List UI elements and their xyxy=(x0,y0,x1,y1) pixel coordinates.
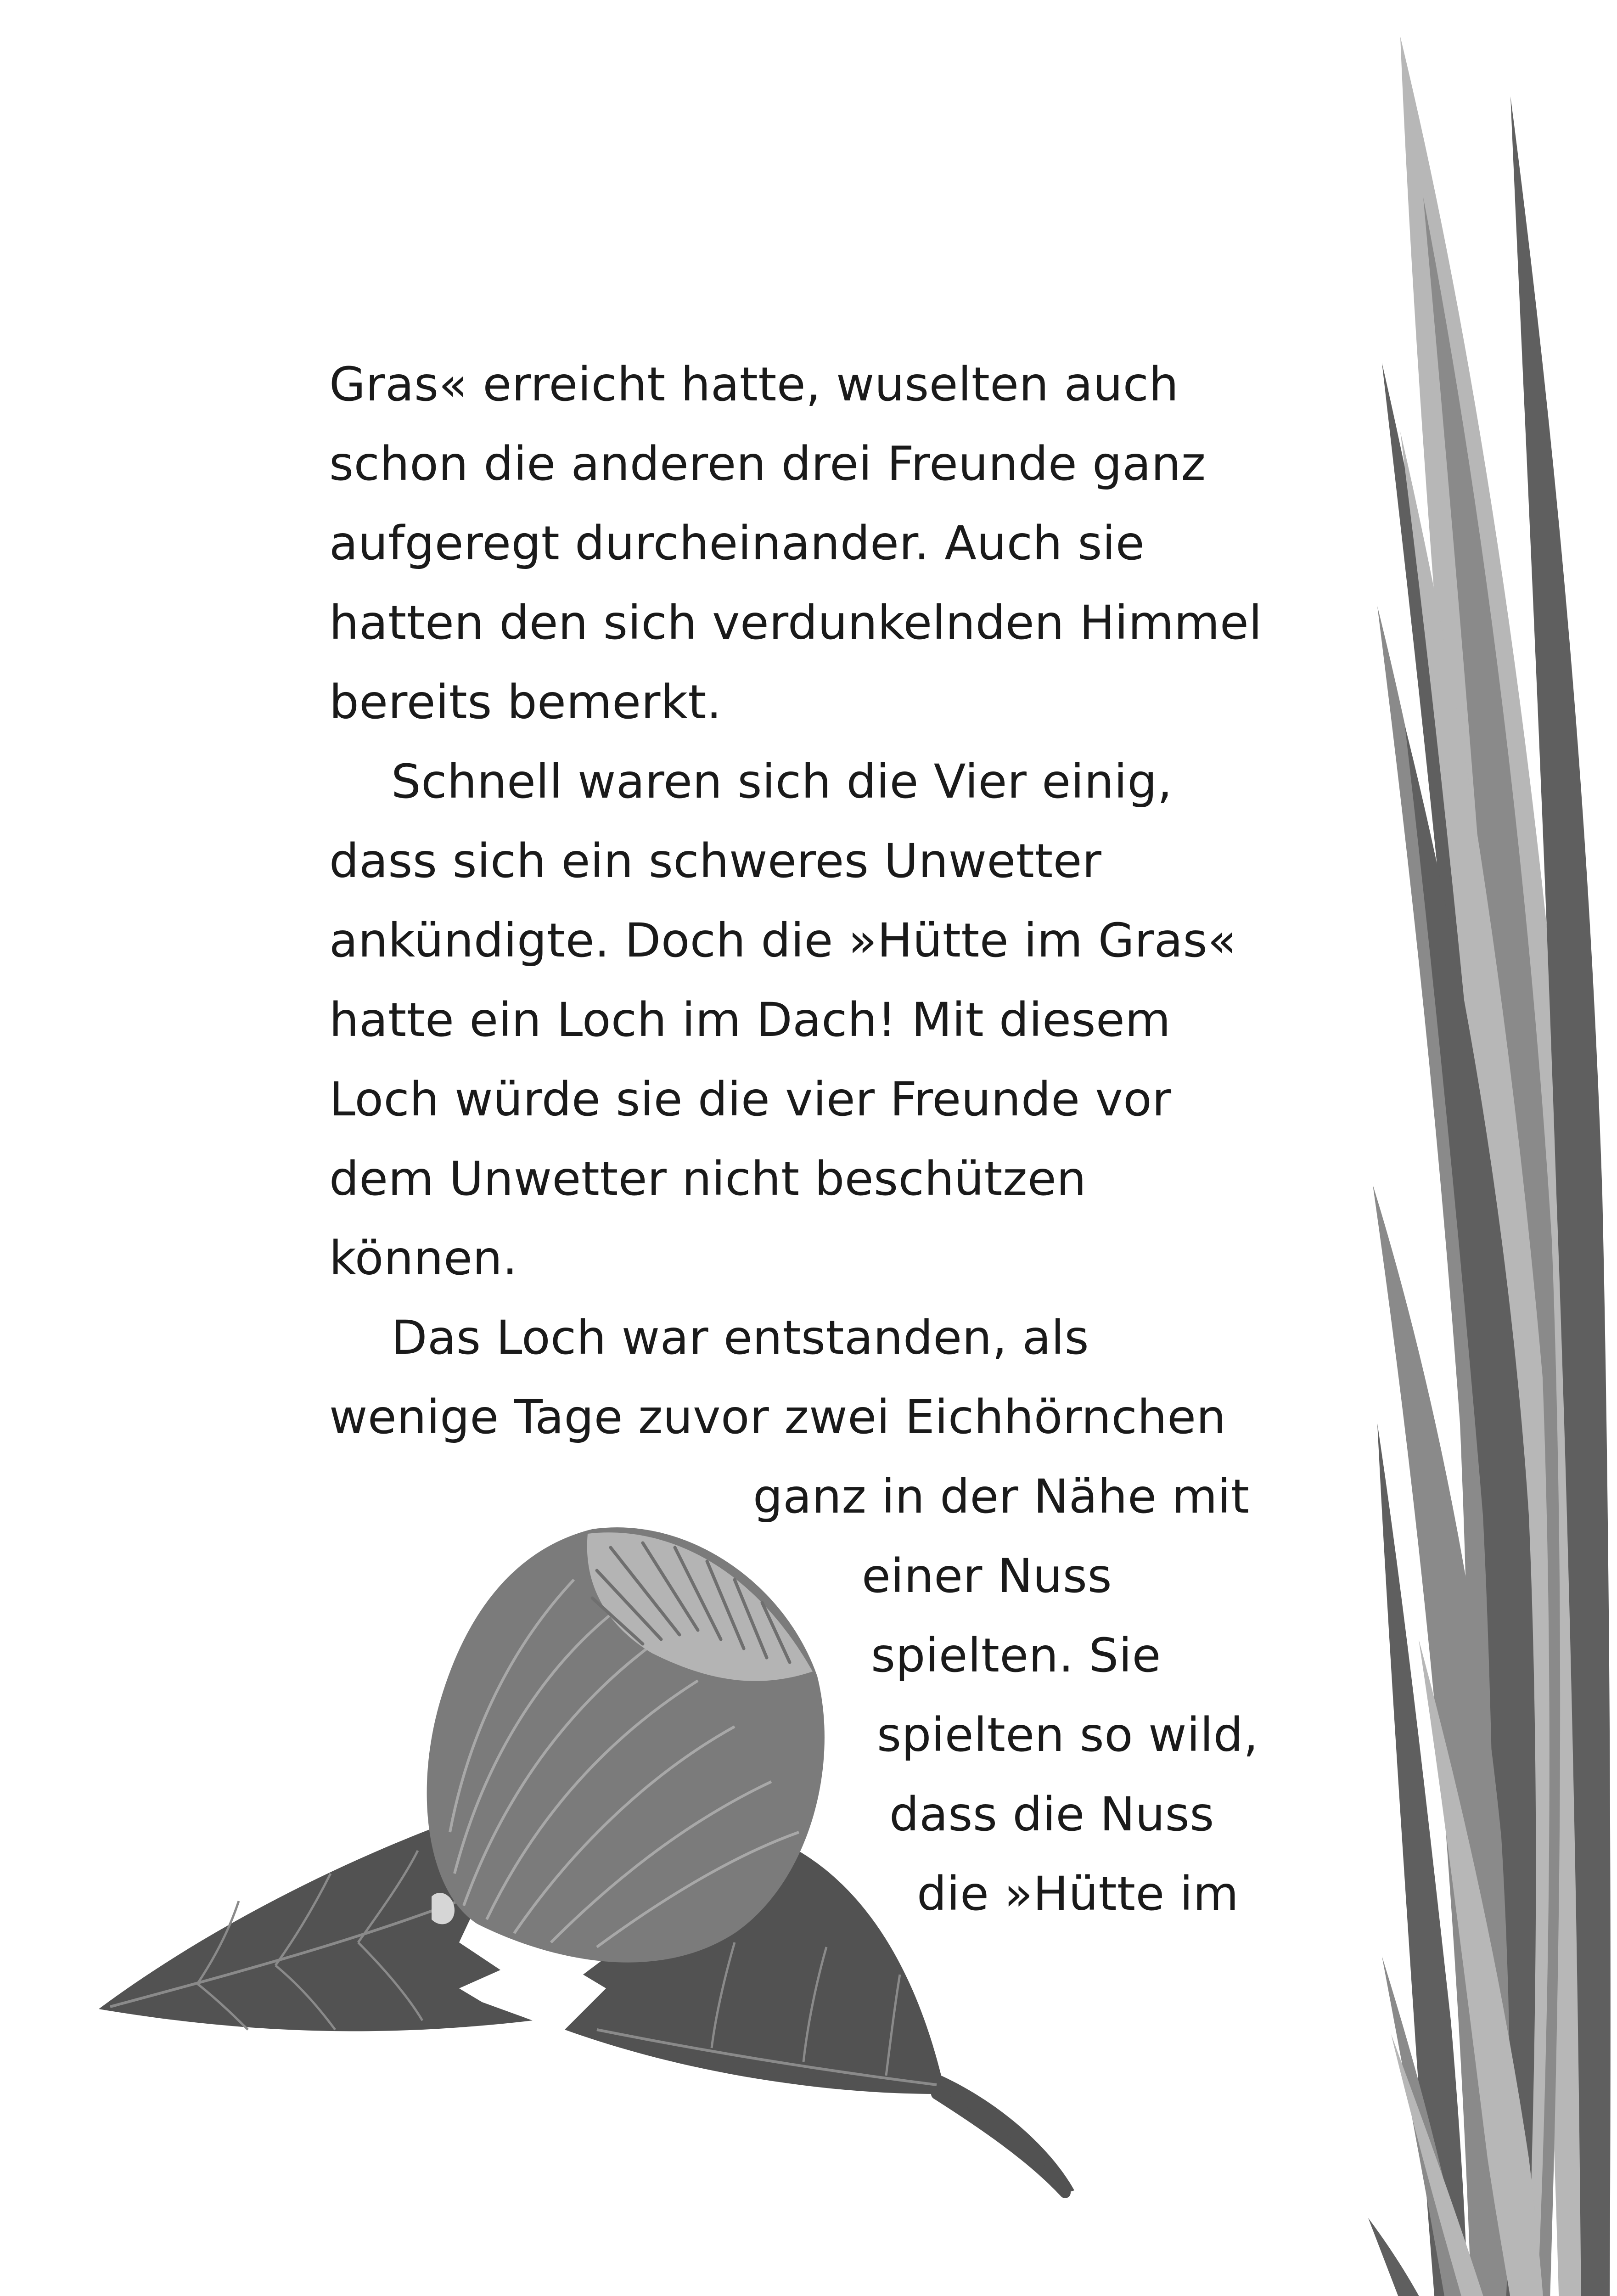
text-line: einer Nuss xyxy=(862,1549,1112,1604)
text-line: schon die anderen drei Freunde ganz xyxy=(329,437,1206,491)
text-line: dem Unwetter nicht beschützen xyxy=(329,1152,1087,1206)
text-line: spielten. Sie xyxy=(871,1628,1161,1683)
text-line: die »Hütte im xyxy=(917,1867,1239,1921)
hazelnut-icon xyxy=(427,1527,825,1962)
text-line: ankündigte. Doch die »Hütte im Gras« xyxy=(329,913,1237,968)
text-line: Gras« erreicht hatte, wuselten auch xyxy=(329,357,1179,412)
text-line: hatte ein Loch im Dach! Mit diesem xyxy=(329,993,1171,1047)
text-line: Das Loch war entstanden, als xyxy=(391,1311,1089,1365)
text-line: wenige Tage zuvor zwei Eichhörnchen xyxy=(329,1390,1226,1445)
text-line: Loch würde sie die vier Freunde vor xyxy=(329,1072,1172,1127)
text-line: dass sich ein schweres Unwetter xyxy=(329,834,1102,889)
text-line: ganz in der Nähe mit xyxy=(753,1469,1250,1524)
text-line: bereits bemerkt. xyxy=(329,675,722,730)
text-line: dass die Nuss xyxy=(889,1787,1214,1842)
text-line: können. xyxy=(329,1231,518,1286)
text-line: hatten den sich verdunkelnden Himmel xyxy=(329,596,1263,650)
text-line: spielten so wild, xyxy=(877,1708,1258,1762)
text-line: Schnell waren sich die Vier einig, xyxy=(391,754,1173,809)
text-line: aufgeregt durcheinander. Auch sie xyxy=(329,516,1145,571)
